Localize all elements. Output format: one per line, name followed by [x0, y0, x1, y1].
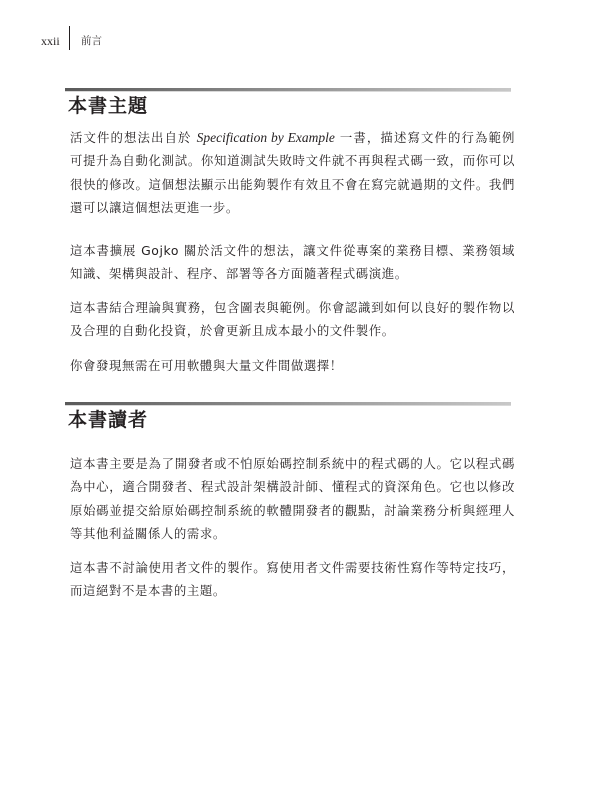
section-title-readers: 本書讀者 — [68, 409, 149, 431]
paragraph — [70, 126, 515, 219]
section-rule-thin — [65, 91, 511, 92]
header-divider — [69, 26, 70, 50]
section-rule-topics — [65, 88, 511, 92]
paragraph: 你會發現無需在可用軟體與大量文件間做選擇！ — [70, 358, 343, 373]
paragraph-text: 活文件的想法出自於 — [70, 130, 197, 145]
page-header — [0, 0, 591, 60]
paragraph: 這本書結合理論與實務，包含圖表與範例。你會認識到如何以良好的製作物以及合理的自動化投資，於會更新且成本最小的文件製作。 — [70, 300, 515, 339]
paragraph-text: 一書，描述寫文件的行為範例可提升為自動化測試。你知道測試失敗時文件就不再與程式碼一致，而你可以很快的修改。這個想法顯示出能夠製作有效且不會在寫完就過期的文件。我們還可以讓這個想法更進一步。 — [70, 130, 515, 215]
book-title: Specification by Example — [196, 130, 335, 145]
paragraph: 這本書不討論使用者文件的製作。寫使用者文件需要技術性寫作等特定技巧，而這絕對不是本書的主題。 — [70, 560, 515, 599]
running-header-chapter: 前言 — [81, 35, 102, 47]
section-rule-readers — [65, 402, 511, 406]
paragraph: 這本書擴展 Gojko 關於活文件的想法，讓文件從專案的業務目標、業務領域知識、架構與設計、程序、部署等各方面隨著程式碼演進。 — [70, 243, 515, 282]
section-title-topics: 本書主題 — [68, 95, 149, 117]
paragraph: 這本書主要是為了開發者或不怕原始碼控制系統中的程式碼的人。它以程式碼為中心，適合開發者、程式設計架構設計師、懂程式的資深角色。它也以修改原始碼並提交給原始碼控制系統的軟體開發者的觀點，討論業務分析與經理人等其他利益關係人的需求。 — [70, 456, 515, 541]
section-rule-thin — [65, 405, 511, 406]
page-number: xxii — [41, 34, 60, 48]
